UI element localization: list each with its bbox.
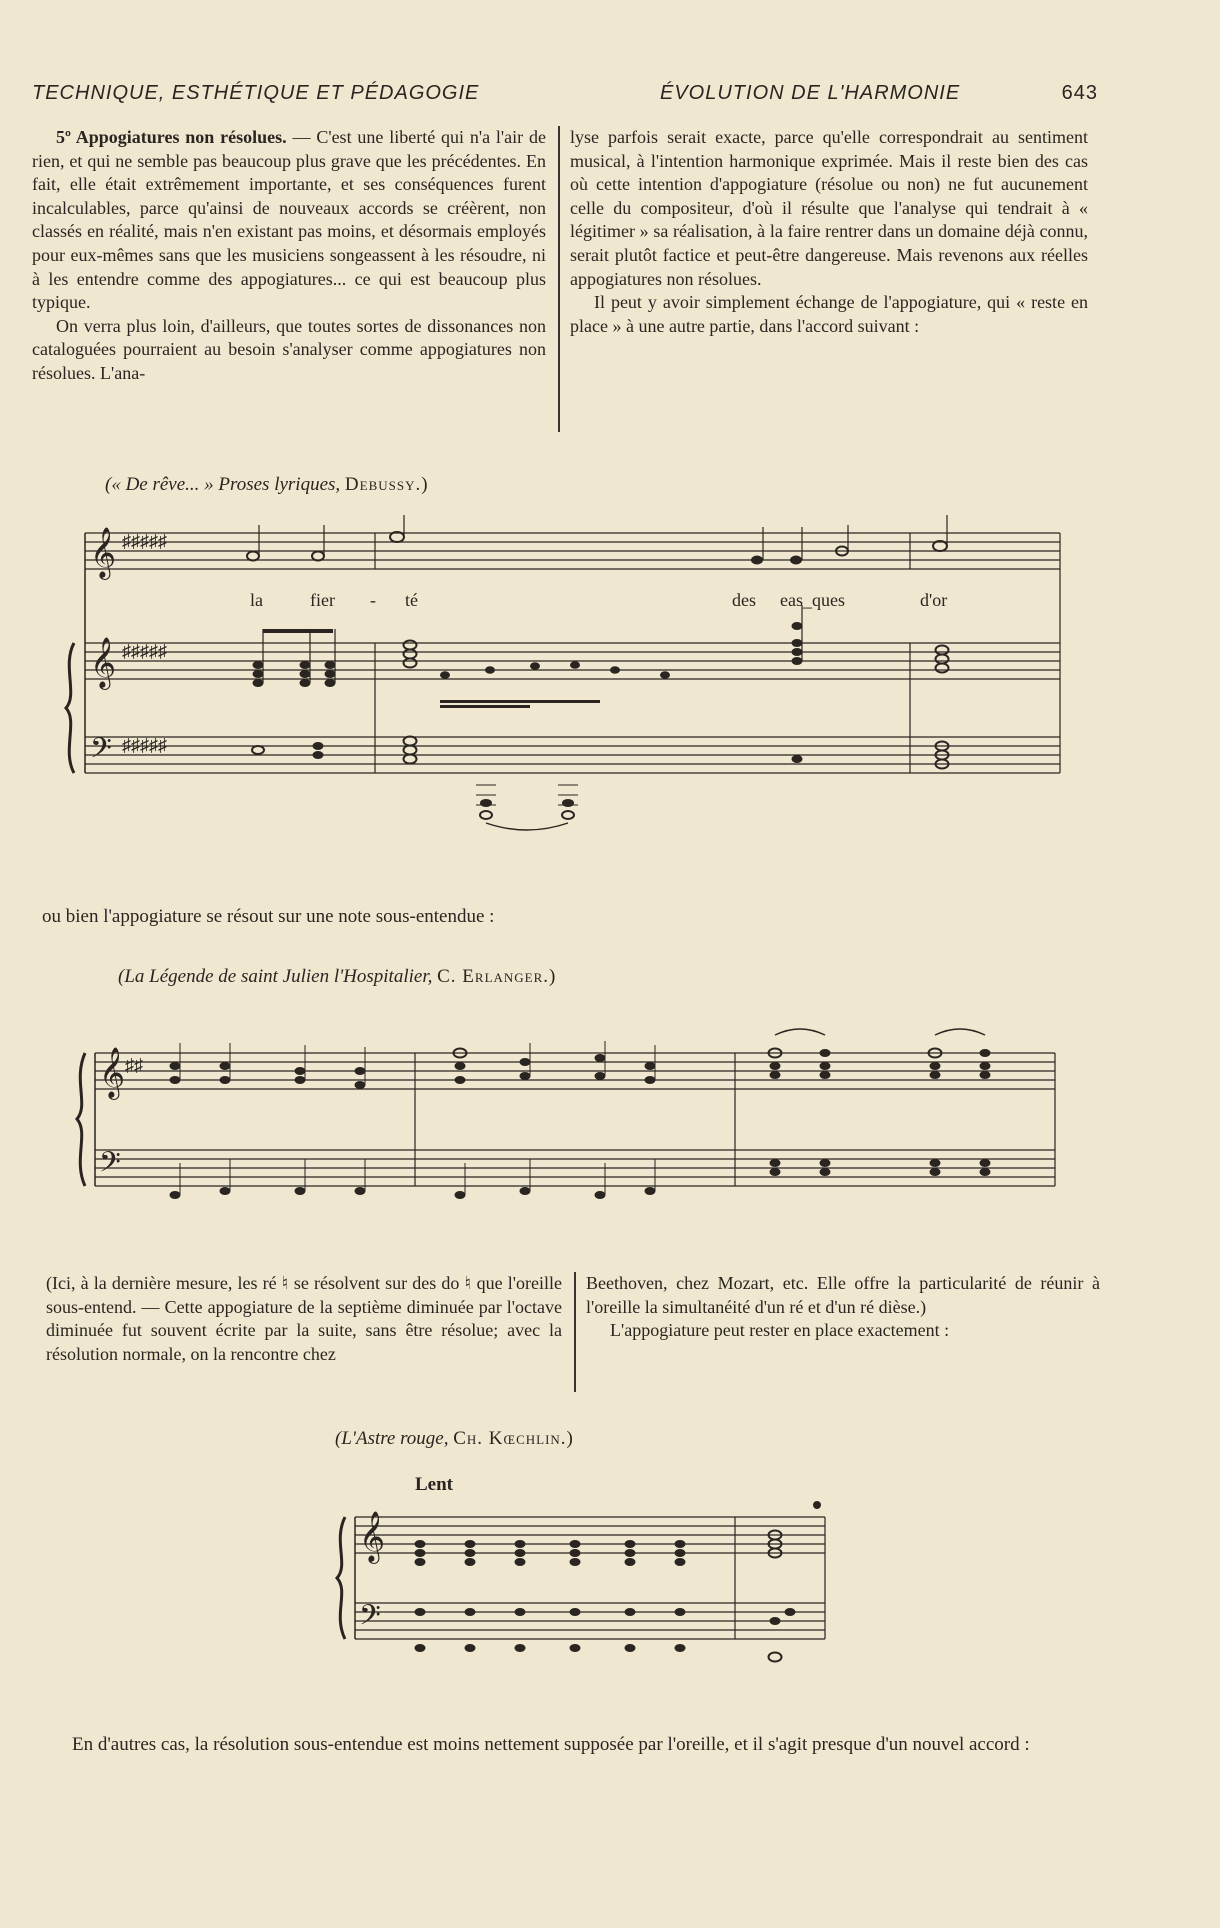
lyric: des (732, 590, 756, 610)
chord (404, 641, 417, 668)
key-signature: ♯♯♯♯♯ (122, 531, 167, 551)
voice-note (790, 556, 802, 565)
example-caption: (La Légende de saint Julien l'Hospitalier, C. Erlanger.) (118, 966, 557, 987)
key-signature: ♯♯♯♯♯ (122, 735, 167, 755)
staff-voice (85, 533, 1060, 569)
treble-clef-icon: 𝄞 (359, 1512, 386, 1561)
staff-piano-bass (85, 737, 1060, 773)
lyric: - (370, 590, 376, 610)
page-number: 643 (1061, 82, 1098, 104)
example-caption: (« De rêve... » Proses lyriques, Debussy.) (105, 474, 429, 495)
melodic-figure (440, 661, 670, 708)
bass-clef-icon: 𝄢 (99, 1148, 121, 1185)
paragraph: L'appogiature peut rester en place exactement : (610, 1320, 950, 1341)
chord-sequence (415, 1531, 782, 1567)
section2-left-column (46, 1272, 562, 1366)
bass-clef-icon: 𝄢 (90, 734, 112, 771)
ledger-notes (476, 785, 578, 830)
chord (792, 605, 803, 665)
lyric: fier (310, 590, 335, 610)
music-example-debussy (60, 515, 1070, 865)
lyric: la (250, 590, 263, 610)
lyric: té (405, 590, 418, 610)
key-signature: ♯♯♯♯♯ (122, 641, 167, 661)
voice-note (312, 552, 324, 561)
treble-clef-icon: 𝄞 (99, 1048, 126, 1097)
staff-piano-bass (355, 1603, 825, 1639)
section-heading: 5º Appogiatures non résolues. (56, 127, 287, 147)
paragraph: On verra plus loin, d'ailleurs, que toutes sortes de dissonances non cataloguées pourraient au besoin s'analyser comme appogiatures non résolues. L'ana- (32, 315, 546, 383)
voice-note (751, 556, 763, 565)
bass-notes (170, 1159, 991, 1199)
lyric: eas_ques (780, 590, 845, 610)
staff-piano-treble (355, 1517, 825, 1553)
section2-right-column (586, 1272, 1100, 1343)
bass-clef-icon: 𝄢 (359, 1601, 381, 1638)
header-right-title: ÉVOLUTION DE L'HARMONIE (660, 82, 961, 104)
paragraph: (Ici, à la dernière mesure, les ré ♮ se résolvent sur des do ♮ que l'oreille sous-entend. — Cette appogiature de la septième diminuée par l'octave diminuée fut souvent écrite par la suite, sans être résolue; avec la résolution normale, on la rencontre chez (46, 1273, 562, 1364)
chord (253, 629, 336, 687)
brace-icon (77, 1053, 85, 1186)
running-header (32, 82, 1098, 110)
staff-piano-treble (95, 1053, 1055, 1089)
section1-right-column (570, 126, 1088, 338)
paragraph: ou bien l'appogiature se résout sur une note sous-entendue : (42, 906, 495, 927)
treble-clef-icon: 𝄞 (90, 638, 117, 687)
paragraph: Beethoven, chez Mozart, etc. Elle offre la particularité de réunir à l'oreille la simultanéité d'un ré et d'un ré dièse.) (586, 1273, 1100, 1317)
column-divider (558, 126, 560, 432)
lyric: d'or (920, 590, 948, 610)
music-example-koechlin (325, 1495, 845, 1695)
brace-icon (66, 643, 74, 773)
header-left-title: TECHNIQUE, ESTHÉTIQUE ET PÉDAGOGIE (32, 82, 480, 104)
bass-notes (415, 1608, 796, 1662)
tempo-marking: Lent (415, 1474, 453, 1495)
key-signature: ♯♯ (125, 1055, 143, 1075)
treble-clef-icon: 𝄞 (90, 528, 117, 577)
column-divider (574, 1272, 576, 1392)
paragraph: — C'est une liberté qui n'a l'air de rien, et qui ne semble pas beaucoup plus grave que les précédentes. En fait, elle était extrêmement importante, et ses conséquences furent incalculables, parce qu'ainsi de nouveaux accords se créèrent, non classés en réalité, mais n'en existant pas moins, et désormais employés pour eux-mêmes sans que les musiciens songeassent à les résoudre, ni à les entendre comme des appogiatures... ce qui est beaucoup plus typique. (32, 127, 546, 313)
paragraph: lyse parfois serait exacte, parce qu'elle correspondrait au sentiment musical, à l'intention harmonique exprimée. Mais il reste bien des cas où cette intention d'appogiature (résolue ou non) ne fut aucunement celle du compositeur, d'où il résulte que l'analyse qui tendrait à « légitimer » sa réalisation, à la faire rentrer dans un domaine déjà connu, serait plutôt factice et peut-être dangereuse. Mais revenons aux réelles appogiatures non résolues. (570, 127, 1088, 289)
brace-icon (337, 1517, 345, 1639)
paragraph: Il peut y avoir simplement échange de l'appogiature, qui « reste en place » à une autre partie, dans l'accord suivant : (570, 292, 1088, 336)
music-example-erlanger (75, 1005, 1065, 1225)
staff-piano-treble (85, 643, 1060, 679)
paragraph: En d'autres cas, la résolution sous-entendue est moins nettement supposée par l'oreille, et il s'agit presque d'un nouvel accord : (72, 1734, 1030, 1755)
voice-note (247, 552, 259, 561)
section1-left-column (32, 126, 546, 386)
fermata-dot-icon (813, 1501, 821, 1509)
example-caption: (L'Astre rouge, Ch. Kœchlin.) (335, 1428, 574, 1449)
chord (936, 646, 949, 673)
staff-piano-bass (95, 1150, 1055, 1186)
